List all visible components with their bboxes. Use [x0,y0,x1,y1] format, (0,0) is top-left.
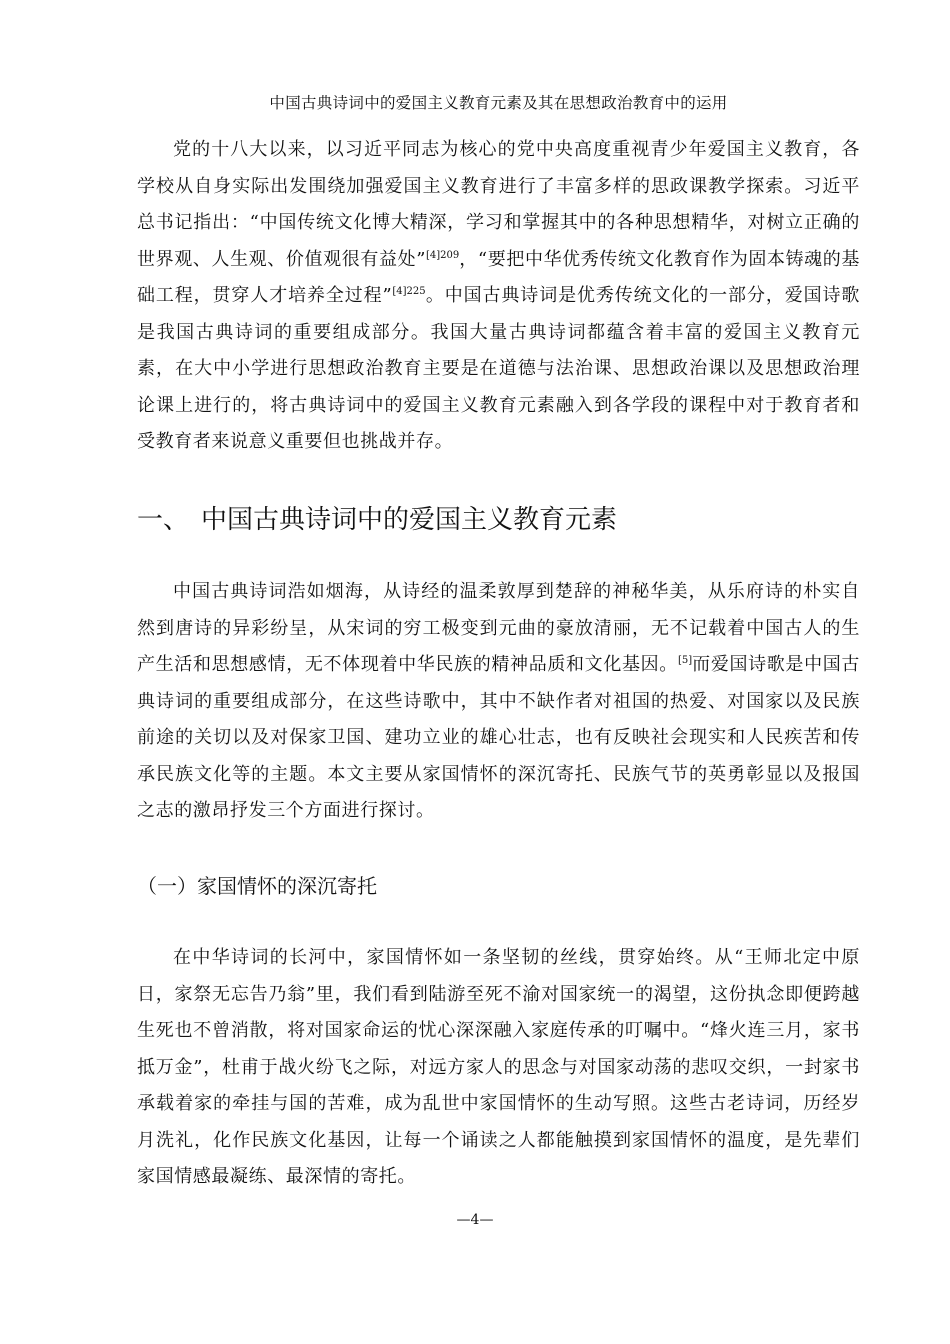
intro-text-part1: 党的十八大以来，以习近平同志为核心的党中央高度重视青少年爱国主义教育，各学校从自身实际出发围绕加强爱国主义教育进行了丰富多样的思政课教学探索。习近平总书记指出：“中国传统文化博大精深，学习和掌握其中的各种思想精华，对树立正确的世界观、人生观、价值观很有益处” [137,139,860,270]
section-title: 中国古典诗词中的爱国主义教育元素 [201,505,618,535]
section1-text-part2: 而爱国诗歌是中国古典诗词的重要组成部分，在这些诗歌中，其中不缺作者对祖国的热爱、对国家以及民族前途的关切以及对保家卫国、建功立业的雄心壮志，也有反映社会现实和人民疾苦和传承民族文化等的主题。本文主要从家国情怀的深沉寄托、民族气节的英勇彰显以及报国之志的激昂抒发三个方面进行探讨。 [137,654,860,821]
section1-text-part1: 中国古典诗词浩如烟海，从诗经的温柔敦厚到楚辞的神秘华美，从乐府诗的朴实自然到唐诗的异彩纷呈，从宋词的穷工极变到元曲的豪放清丽，无不记载着中国古人的生产生活和思想感情，无不体现着中华民族的精神品质和文化基因。 [137,581,860,675]
citation-4-209: [4]209 [426,249,460,261]
section-number: 一、 [137,505,190,535]
citation-4-225: [4]225 [392,286,426,297]
subsection1-paragraph: 在中华诗词的长河中，家国情怀如一条坚韧的丝线，贯穿始终。从“王师北定中原日，家祭无忘告乃翁”里，我们看到陆游至死不渝对国家统一的渴望，这份执念即便跨越生死也不曾消散，将对国家命运的忧心深深融入家庭传承的叮嘱中。“烽火连三月，家书抵万金”，杜甫于战火纷飞之际，对远方家人的思念与对国家动荡的悲叹交织，一封家书承载着家的牵挂与国的苦难，成为乱世中家国情怀的生动写照。这些古老诗词，历经岁月洗礼，化作民族文化基因，让每一个诵读之人都能触摸到家国情怀的温度，是先辈们家国情感最凝练、最深情的寄托。 [137,947,860,1187]
subsection-heading-1: （一）家国情怀的深沉寄托 [137,874,377,898]
intro-paragraph [137,132,860,461]
intro-text-part3: 。中国古典诗词是优秀传统文化的一部分，爱国诗歌是我国古典诗词的重要组成部分。我国大量古典诗词都蕴含着丰富的爱国主义教育元素，在大中小学进行思想政治教育主要是在道德与法治课、思想政治课以及思想政治理论课上进行的，将古典诗词中的爱国主义教育元素融入到各学段的课程中对于教育者和受教育者来说意义重要但也挑战并存。 [137,285,860,452]
page-number: —4— [456,1212,494,1228]
running-title: 中国古典诗词中的爱国主义教育元素及其在思想政治教育中的运用 [269,94,728,112]
intro-text-part2: ，“要把中华优秀传统文化教育作为固本铸魂的基础工程，贯穿人才培养全过程” [137,248,860,306]
section1-paragraph [137,574,860,830]
section-heading-1 [137,498,860,542]
citation-5: [5] [677,655,693,666]
